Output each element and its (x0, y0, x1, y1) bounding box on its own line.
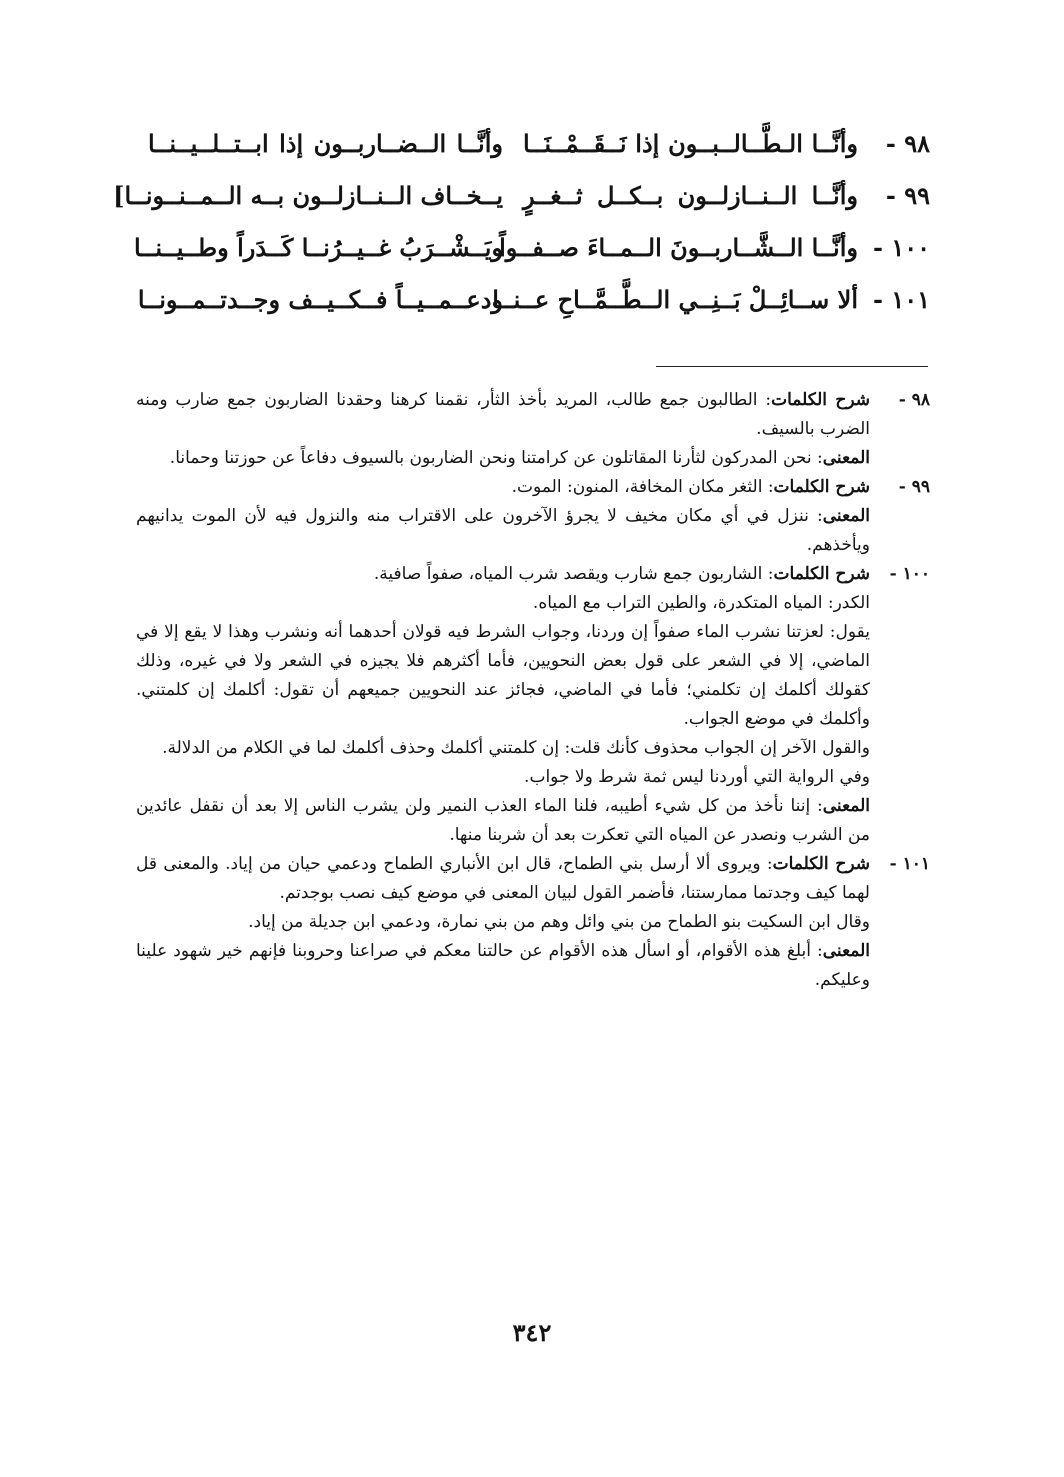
note-paragraph (136, 444, 870, 473)
note-text: : ويروى ألا أرسل بني الطماح، قال ابن الأنباري الطماح ودعمي حيان من إياد. والمعنى قل لهما كيف وجدتما ممارستنا، فأضمر القول لبيان المعنى في موضع كيف نصب بوجدتم. (136, 854, 870, 903)
verse-number: ١٠٠ - (873, 233, 930, 262)
note-paragraph (136, 386, 870, 444)
note-paragraph (136, 560, 870, 589)
note-number: ٩٨ - (898, 390, 930, 410)
note-text: : الثغر مكان المخافة، المنون: الموت. (511, 477, 774, 497)
note-paragraph: الكدر: المياه المتكدرة، والطين التراب مع المياه. (532, 593, 870, 613)
footnote-divider (656, 366, 928, 367)
note-99 (136, 473, 930, 560)
note-paragraph (136, 937, 870, 995)
page-number: ٣٤٢ (512, 1318, 552, 1347)
verse-number: ٩٩ - (885, 181, 930, 210)
note-text: : الشاربون جمع شارب ويقصد شرب المياه، صفواً صافية. (373, 564, 774, 584)
note-text: : ننزل في أي مكان مخيف لا يجرؤ الآخرون على الاقتراب منه والنزول فيه لأن الموت يدانيهم ويأخذهم. (136, 506, 870, 555)
note-text: : إننا نأخذ من كل شيء أطيبه، فلنا الماء العذب النمير ولن يشرب الناس إلا بعد أن نقفل عائدين من الشرب ونصدر عن المياه التي تعكرت بعد أن شربنا منها. (136, 796, 870, 845)
note-number: ١٠٠ - (889, 564, 930, 584)
note-paragraph (136, 850, 870, 908)
note-paragraph: يقول: لعزتنا نشرب الماء صفواً إن وردنا، وجواب الشرط فيه قولان أحدهما أنه ونشرب وهذا لا يقع إلا في الماضي، إلا في الشعر على قول بعض النحويين، فأما أكثرهم فلا يجيزه في الشعر ولا في غيره، وذلك كقولك أكلمك إن تكلمني؛ فأما في الماضي، فجائز عند النحويين جميعهم أن تقول: أكلمك إن كلمتني. وأكلمك في موضع الجواب. (136, 622, 870, 729)
note-paragraph: والقول الآخر إن الجواب محذوف كأنك قلت: إن كلمتني أكلمك وحذف أكلمك لما في الكلام من الدلالة. (162, 738, 870, 758)
verse-first-hemistich: وأنَّــا الــشَّــاربــونَ الــمــاءَ صــفــواً (499, 233, 858, 262)
verse-number: ٩٨ - (885, 129, 930, 158)
words-label: شرح الكلمات (771, 390, 870, 410)
note-100 (136, 560, 930, 850)
note-paragraph (136, 502, 870, 560)
verse-first-hemistich: وأنَّــا الــنــازلــون بــكــل ثــغــرٍ (523, 181, 858, 210)
verse-first-hemistich: ألا ســائِــلْ بَــنِــي الــطَّــمَّــاحِ عــنــا (492, 285, 858, 314)
note-text: : نحن المدركون لثأرنا المقاتلون عن كرامتنا ونحن الضاربون بالسيوف دفاعاً عن حوزتنا وحمانا. (169, 448, 823, 468)
note-98 (136, 386, 930, 473)
note-paragraph (136, 473, 870, 502)
verse-number: ١٠١ - (873, 285, 930, 314)
verse-second-hemistich: وأنَّــا الــضــاربــون إذا ابــتــلــيــنــا (148, 129, 503, 158)
verse-second-hemistich: ويَــشْــرَبُ غــيــرُنــا كَــدَراً وطــيــنــا (134, 233, 503, 262)
verse-second-hemistich: يــخــاف الــنــازلــون بــه الــمــنــونــا] (113, 181, 503, 210)
note-text: : أبلغ هذه الأقوام، أو اسأل هذه الأقوام عن حالتنا معكم في صراعنا وحروبنا فإنهم خير شهود علينا وعليكم. (136, 941, 870, 990)
meaning-label: المعنى (822, 796, 870, 816)
note-number: ٩٩ - (898, 477, 930, 497)
meaning-label: المعنى (822, 448, 870, 468)
words-label: شرح الكلمات (773, 564, 870, 584)
words-label: شرح الكلمات (773, 477, 870, 497)
verse-second-hemistich: ودعــمــيــاً فــكــيــف وجــدتــمــونــا (137, 285, 503, 314)
verse-98 (140, 122, 930, 174)
note-101 (136, 850, 930, 995)
poem-block (113, 122, 930, 330)
verse-99 (113, 174, 930, 226)
verse-101 (137, 278, 930, 330)
note-paragraph: وفي الرواية التي أوردنا ليس ثمة شرط ولا جواب. (524, 767, 870, 787)
note-paragraph (136, 792, 870, 850)
note-number: ١٠١ - (889, 854, 930, 874)
meaning-label: المعنى (822, 506, 870, 526)
note-paragraph: وقال ابن السكيت بنو الطماح من بني وائل وهم من بني نمارة، ودعمي ابن جديلة من إياد. (248, 912, 870, 932)
verse-100 (134, 226, 930, 278)
note-text: : الطالبون جمع طالب، المريد بأخذ الثأر، نقمنا كرهنا وحقدنا الضاربون جمع ضارب ومنه الضرب بالسيف. (136, 390, 870, 439)
verse-first-hemistich: وأنَّــا الـطَّــالــبــون إذا نَــقَــمْــنَــا (523, 129, 858, 158)
words-label: شرح الكلمات (772, 854, 870, 874)
meaning-label: المعنى (822, 941, 870, 961)
commentary (136, 386, 930, 995)
